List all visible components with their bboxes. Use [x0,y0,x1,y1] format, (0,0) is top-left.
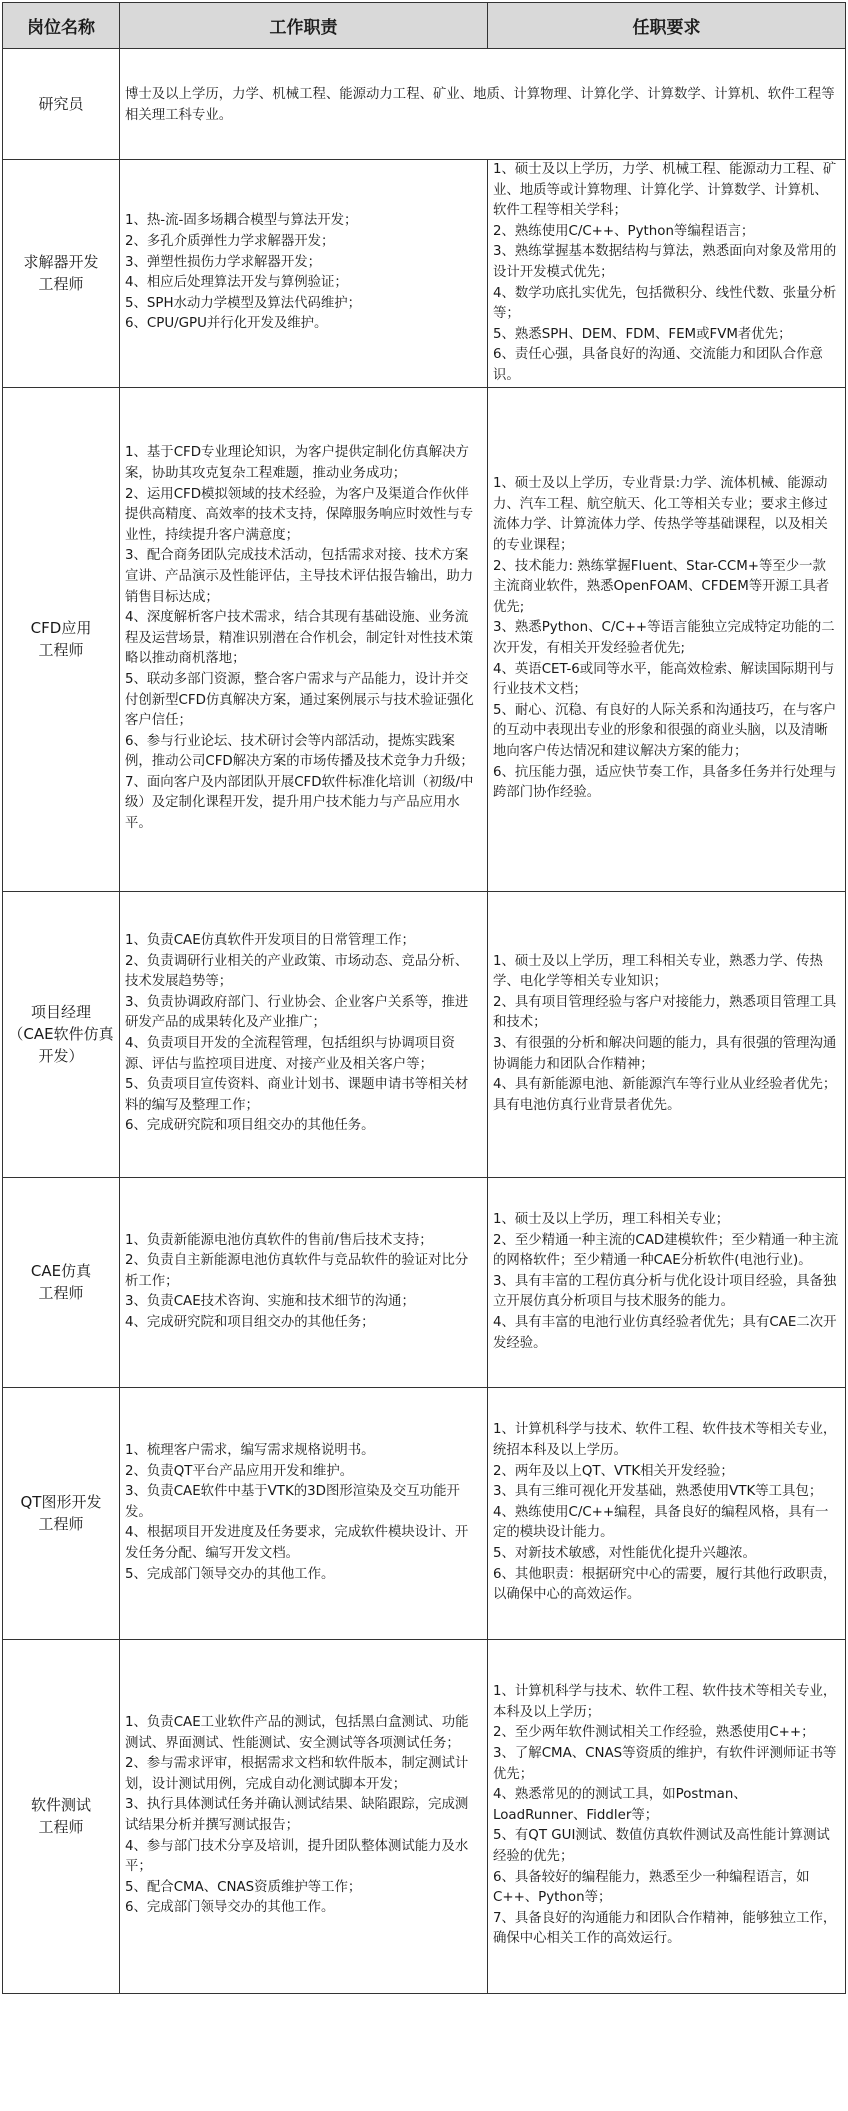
requirement-item: 5、耐心、沉稳、有良好的人际关系和沟通技巧，在与客户的互动中表现出专业的形象和很强的商业头脑，以及清晰地向客户传达情况和建议解决方案的能力； [493,702,837,759]
duty-item: 5、完成部门领导交办的其他工作。 [125,1566,335,1582]
position-cell [3,49,120,160]
position-cell [3,891,120,1177]
requirement-item: 6、具备较好的编程能力，熟悉至少一种编程语言，如C++、Python等； [493,1869,810,1906]
duties-cell [120,1639,488,1993]
requirement-item: 1、硕士及以上学历，理工科相关专业，熟悉力学、传热学、电化学等相关专业知识； [493,953,823,990]
merged-text: 博士及以上学历，力学、机械工程、能源动力工程、矿业、地质、计算物理、计算化学、计算数学、计算机、软件工程等相关理工科专业。 [125,87,835,123]
duties-cell [120,387,488,891]
header-duties: 工作职责 [120,3,488,49]
duty-item: 4、深度解析客户技术需求，结合其现有基础设施、业务流程及运营场景，精准识别潜在合作机会，制定针对性技术策略以推动商机落地； [125,610,474,667]
duty-item: 2、负责调研行业相关的产业政策、市场动态、竞品分析、技术发展趋势等； [125,953,469,990]
requirements-cell [488,891,846,1177]
table-row [3,1639,846,1993]
duty-item: 3、弹塑性损伤力学求解器开发； [125,254,321,270]
position-name: CAE仿真 [30,1262,92,1281]
requirement-item: 1、硕士及以上学历，理工科相关专业； [493,1211,730,1227]
requirement-item: 1、计算机科学与技术、软件工程、软件技术等相关专业，统招本科及以上学历。 [493,1422,837,1458]
requirement-item: 4、具有丰富的电池行业仿真经验者优先；具有CAE二次开发经验。 [493,1314,837,1351]
duty-item: 1、梳理客户需求，编写需求规格说明书。 [125,1442,375,1458]
duty-item: 7、面向客户及内部团队开展CFD软件标准化培训（初级/中级）及定制化课程开发，提升用户技术能力与产品应用水平。 [125,774,474,832]
duty-item: 4、负责项目开发的全流程管理，包括组织与协调项目资源、评估与监控项目进度、对接产业及相关客户等； [125,1036,455,1072]
requirement-item: 3、具有丰富的工程仿真分析与优化设计项目经验，具备独立开展仿真分析项目与技术服务的能力。 [493,1273,837,1310]
requirements-cell [488,1177,846,1387]
table-row [3,160,846,388]
requirement-item: 2、具有项目管理经验与客户对接能力，熟悉项目管理工具和技术； [493,994,837,1031]
position-name: 求解器开发 [23,253,99,272]
requirement-item: 3、熟悉Python、C/C++等语言能独立完成特定功能的二次开发，有相关开发经验者优先; [493,620,835,657]
duty-item: 4、根据项目开发进度及任务要求，完成软件模块设计、开发任务分配、编写开发文档。 [125,1525,469,1561]
requirement-item: 3、熟练掌握基本数据结构与算法，熟悉面向对象及常用的设计开发模式优先； [493,244,837,280]
position-name: 工程师 [38,641,84,660]
duty-item: 4、参与部门技术分享及培训，提升团队整体测试能力及水平； [125,1838,469,1875]
duty-item: 3、负责CAE技术咨询、实施和技术细节的沟通； [125,1294,415,1310]
requirement-item: 2、两年及以上QT、VTK相关开发经验； [493,1463,734,1479]
requirement-item: 3、有很强的分析和解决问题的能力，具有很强的管理沟通协调能力和团队合作精神； [493,1036,837,1072]
duty-item: 1、负责CAE工业软件产品的测试，包括黑白盒测试、功能测试、界面测试、性能测试、安全测试等各项测试任务； [125,1715,469,1751]
requirements-cell [488,160,846,388]
requirement-item: 4、熟练使用C/C++编程，具备良好的编程风格，具有一定的模块设计能力。 [493,1504,829,1541]
requirement-item: 2、熟练使用C/C++、Python等编程语言； [493,223,755,239]
position-cell [3,160,120,388]
requirement-item: 6、抗压能力强，适应快节奏工作，具备多任务并行处理与跨部门协作经验。 [493,764,837,801]
duty-item: 3、负责CAE软件中基于VTK的3D图形渲染及交互功能开发。 [125,1484,460,1520]
duty-item: 1、负责CAE仿真软件开发项目的日常管理工作； [125,933,415,949]
duty-item: 5、SPH水动力学模型及算法代码维护； [125,295,362,311]
requirements-cell [488,387,846,891]
position-name: （CAE软件仿真 [8,1025,114,1044]
requirement-item: 2、至少两年软件测试相关工作经验，熟悉使用C++； [493,1725,815,1741]
position-cell [3,387,120,891]
requirement-item: 5、熟悉SPH、DEM、FDM、FEM或FVM者优先； [493,326,792,342]
requirement-item: 1、计算机科学与技术、软件工程、软件技术等相关专业，本科及以上学历； [493,1684,837,1720]
table-row [3,1177,846,1387]
duty-item: 2、运用CFD模拟领域的技术经验，为客户及渠道合作伙伴提供高精度、高效率的技术支持，保障服务响应时效性与专业性，持续提升客户满意度； [125,486,474,543]
position-cell [3,1177,120,1387]
header-requirements: 任职要求 [488,3,846,49]
duty-item: 5、配合CMA、CNAS资质维护等工作； [125,1879,362,1895]
position-name: 项目经理 [30,1003,91,1022]
position-name: QT图形开发 [20,1493,102,1512]
position-name: CFD应用 [30,619,92,638]
requirement-item: 2、技术能力: 熟练掌握Fluent、Star-CCM+等至少一款主流商业软件，熟悉OpenFOAM、CFDEM等开源工具者优先; [493,558,830,615]
table-row [3,387,846,891]
position-name: 研究员 [38,95,84,113]
duty-item: 2、负责QT平台产品应用开发和维护。 [125,1463,354,1479]
duty-item: 3、执行具体测试任务并确认测试结果、缺陷跟踪，完成测试结果分析并撰写测试报告； [125,1797,469,1834]
table-row [3,891,846,1177]
job-table [2,2,846,1994]
position-name: 工程师 [38,1515,84,1534]
duties-cell [120,160,488,388]
duty-item: 4、相应后处理算法开发与算例验证； [125,275,348,291]
requirements-cell [488,1387,846,1639]
duty-item: 2、参与需求评审，根据需求文档和软件版本，制定测试计划，设计测试用例，完成自动化测试脚本开发； [125,1756,469,1792]
position-cell [3,1639,120,1993]
duties-cell [120,1177,488,1387]
requirement-item: 1、硕士及以上学历，专业背景:力学、流体机械、能源动力、汽车工程、航空航天、化工等相关专业；要求主修过流体力学、计算流体力学、传热学等基础课程，以及相关的专业课程； [493,476,828,554]
requirement-item: 5、有QT GUI测试、数值仿真软件测试及高性能计算测试经验的优先； [493,1828,830,1864]
duty-item: 3、配合商务团队完成技术活动，包括需求对接、技术方案宣讲、产品演示及性能评估，主导技术评估报告输出，助力销售目标达成； [125,548,474,605]
requirement-item: 6、其他职责：根据研究中心的需要，履行其他行政职责，以确保中心的高效运作。 [493,1566,837,1603]
duty-item: 6、参与行业论坛、技术研讨会等内部活动，提炼实践案例，推动公司CFD解决方案的市场传播及技术竞争力升级； [125,733,474,770]
requirements-cell [488,1639,846,1993]
position-cell [3,1387,120,1639]
duty-item: 6、完成部门领导交办的其他工作。 [125,1900,335,1916]
requirement-item: 7、具备良好的沟通能力和团队合作精神，能够独立工作，确保中心相关工作的高效运行。 [493,1910,837,1947]
requirement-item: 1、硕士及以上学历，力学、机械工程、能源动力工程、矿业、地质等或计算物理、计算化学、计算数学、计算机、软件工程等相关学科； [493,162,837,219]
requirement-item: 2、至少精通一种主流的CAD建模软件；至少精通一种主流的网格软件；至少精通一种CAE分析软件(电池行业)。 [493,1232,839,1269]
duty-item: 2、负责自主新能源电池仿真软件与竞品软件的验证对比分析工作； [125,1253,469,1289]
table-row [3,49,846,160]
duties-cell [120,1387,488,1639]
requirement-item: 4、具有新能源电池、新能源汽车等行业从业经验者优先；具有电池仿真行业背景者优先。 [493,1077,837,1113]
requirement-item: 4、英语CET-6或同等水平，能高效检索、解读国际期刊与行业技术文档； [493,661,835,698]
duties-cell [120,891,488,1177]
position-name: 开发） [38,1047,84,1066]
position-name: 工程师 [38,1818,84,1837]
duty-item: 5、联动多部门资源，整合客户需求与产品能力，设计并交付创新型CFD仿真解决方案，通过案例展示与技术验证强化客户信任； [125,671,474,729]
position-name: 工程师 [38,275,84,294]
requirement-item: 3、具有三维可视化开发基础，熟悉使用VTK等工具包； [493,1484,823,1500]
position-name: 软件测试 [30,1796,91,1815]
merged-requirements-cell [120,49,846,160]
requirement-item: 4、数学功底扎实优先，包括微积分、线性代数、张量分析等； [493,285,837,322]
duty-item: 1、负责新能源电池仿真软件的售前/售后技术支持； [125,1232,433,1248]
table-row [3,1387,846,1639]
position-name: 工程师 [38,1284,84,1303]
header-position: 岗位名称 [3,3,120,49]
duty-item: 4、完成研究院和项目组交办的其他任务； [125,1314,375,1330]
requirement-item: 5、对新技术敏感，对性能优化提升兴趣浓。 [493,1545,756,1561]
requirement-item: 6、责任心强，具备良好的沟通、交流能力和团队合作意识。 [493,347,823,383]
duty-item: 1、热-流-固多场耦合模型与算法开发； [125,213,358,229]
requirement-item: 3、了解CMA、CNAS等资质的维护，有软件评测师证书等优先； [493,1745,837,1782]
header-row [3,3,846,49]
duty-item: 5、负责项目宣传资料、商业计划书、课题申请书等相关材料的编写及整理工作； [125,1077,469,1113]
duty-item: 3、负责协调政府部门、行业协会、企业客户关系等，推进研发产品的成果转化及产业推广； [125,994,469,1031]
requirement-item: 4、熟悉常见的的测试工具，如Postman、LoadRunner、Fiddler等； [493,1787,747,1823]
duty-item: 6、CPU/GPU并行化开发及维护。 [125,316,328,332]
duty-item: 6、完成研究院和项目组交办的其他任务。 [125,1118,375,1134]
duty-item: 1、基于CFD专业理论知识，为客户提供定制化仿真解决方案，协助其攻克复杂工程难题，推动业务成功； [125,445,469,481]
duty-item: 2、多孔介质弹性力学求解器开发； [125,234,335,250]
